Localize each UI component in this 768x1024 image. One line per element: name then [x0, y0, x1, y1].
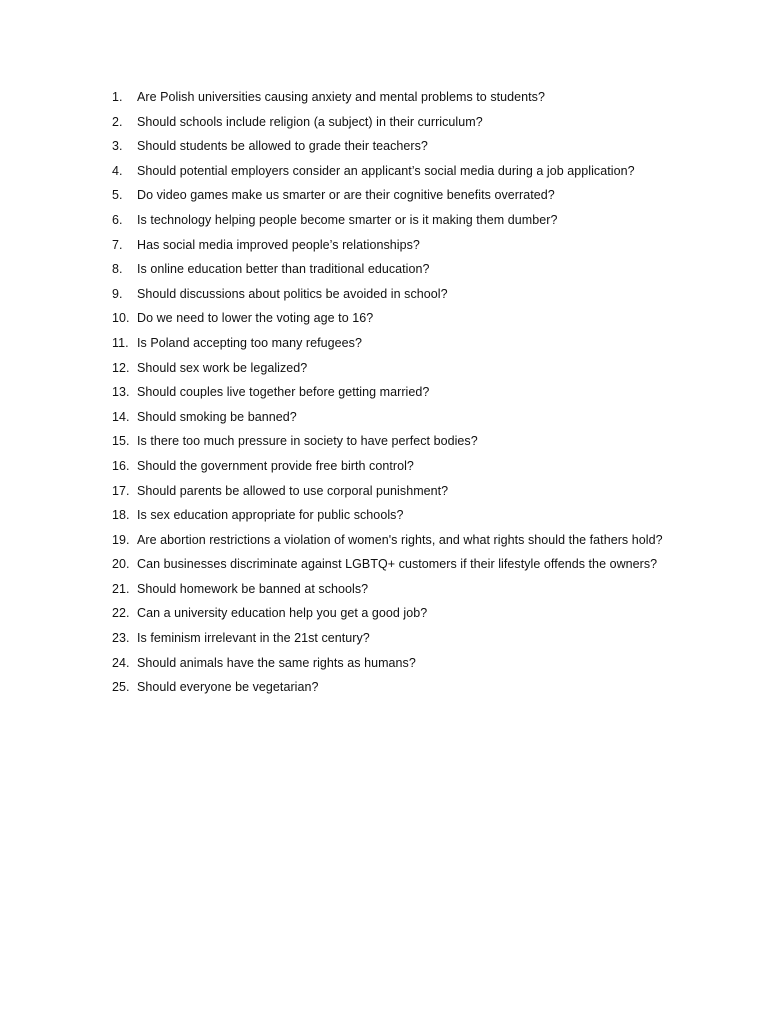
question-item — [112, 183, 672, 208]
question-number: 7. — [112, 237, 123, 252]
question-text: Should students be allowed to grade their teachers? — [137, 139, 428, 154]
question-number: 23. — [112, 631, 130, 646]
question-item — [112, 331, 672, 356]
question-number: 6. — [112, 212, 123, 227]
question-text: Is feminism irrelevant in the 21st century? — [137, 631, 370, 646]
question-list — [112, 85, 672, 700]
question-text: Can businesses discriminate against LGBTQ+ customers if their lifestyle offends the owners? — [137, 557, 658, 572]
question-item — [112, 405, 672, 430]
question-number: 1. — [112, 90, 123, 104]
question-number: 18. — [112, 508, 130, 523]
question-item — [112, 356, 672, 381]
question-item — [112, 233, 672, 258]
question-item — [112, 110, 672, 135]
question-item — [112, 675, 672, 700]
question-text: Should sex work be legalized? — [137, 360, 308, 375]
question-text: Should couples live together before getting married? — [137, 385, 430, 400]
question-number: 22. — [112, 606, 130, 621]
question-number: 12. — [112, 360, 130, 375]
question-item — [112, 651, 672, 676]
question-item — [112, 601, 672, 626]
question-text: Can a university education help you get a good job? — [137, 606, 428, 621]
question-item — [112, 134, 672, 159]
question-text: Is there too much pressure in society to have perfect bodies? — [137, 434, 478, 449]
question-item — [112, 282, 672, 307]
question-item — [112, 479, 672, 504]
question-text: Should potential employers consider an applicant’s social media during a job application? — [137, 163, 635, 178]
question-item — [112, 503, 672, 528]
question-number: 20. — [112, 557, 130, 572]
question-text: Is online education better than traditional education? — [137, 262, 430, 277]
question-number: 16. — [112, 458, 130, 473]
question-text: Should schools include religion (a subject) in their curriculum? — [137, 114, 483, 129]
question-text: Do video games make us smarter or are their cognitive benefits overrated? — [137, 188, 555, 203]
question-item — [112, 552, 672, 577]
question-number: 21. — [112, 581, 130, 596]
question-item — [112, 626, 672, 651]
question-number: 15. — [112, 434, 130, 449]
question-item — [112, 306, 672, 331]
question-number: 19. — [112, 532, 130, 547]
question-text: Is technology helping people become smarter or is it making them dumber? — [137, 212, 558, 227]
question-number: 11. — [112, 335, 129, 350]
question-item — [112, 85, 672, 110]
question-item — [112, 257, 672, 282]
question-text: Is Poland accepting too many refugees? — [137, 335, 362, 350]
question-text: Are Polish universities causing anxiety and mental problems to students? — [137, 90, 545, 104]
question-number: 10. — [112, 311, 130, 326]
question-text: Should smoking be banned? — [137, 409, 297, 424]
question-text: Is sex education appropriate for public schools? — [137, 508, 404, 523]
question-item — [112, 454, 672, 479]
question-item — [112, 380, 672, 405]
question-number: 14. — [112, 409, 130, 424]
question-text: Should animals have the same rights as humans? — [137, 655, 416, 670]
question-number: 3. — [112, 139, 123, 154]
question-item — [112, 429, 672, 454]
question-number: 9. — [112, 286, 123, 301]
question-number: 17. — [112, 483, 130, 498]
question-text: Has social media improved people’s relationships? — [137, 237, 420, 252]
question-item — [112, 208, 672, 233]
question-number: 5. — [112, 188, 123, 203]
question-text: Should everyone be vegetarian? — [137, 680, 319, 695]
question-item — [112, 577, 672, 602]
question-number: 2. — [112, 114, 123, 129]
question-text: Do we need to lower the voting age to 16? — [137, 311, 374, 326]
question-text: Should discussions about politics be avoided in school? — [137, 286, 448, 301]
question-number: 25. — [112, 680, 130, 695]
question-number: 8. — [112, 262, 123, 277]
question-item — [112, 528, 672, 553]
question-number: 4. — [112, 163, 123, 178]
question-number: 24. — [112, 655, 130, 670]
question-text: Should parents be allowed to use corporal punishment? — [137, 483, 449, 498]
question-text: Should homework be banned at schools? — [137, 581, 369, 596]
question-text: Should the government provide free birth control? — [137, 458, 414, 473]
question-number: 13. — [112, 385, 130, 400]
question-text: Are abortion restrictions a violation of women's rights, and what rights should the fathers hold? — [137, 532, 663, 547]
question-item — [112, 159, 672, 184]
